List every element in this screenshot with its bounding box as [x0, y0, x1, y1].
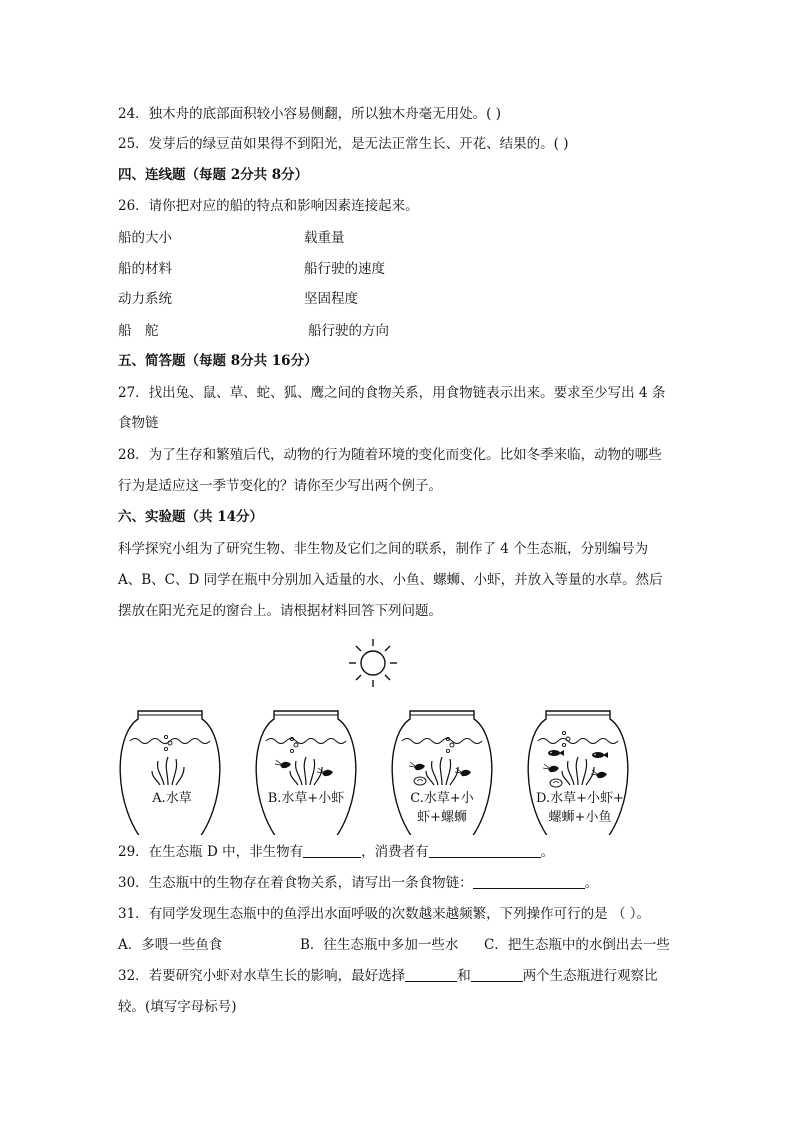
question-32-part1: 32．若要研究小虾对水草生长的影响，最好选择 — [118, 968, 406, 984]
jar-c-label-line1: C.水草+小 — [410, 791, 474, 806]
jar-b-caption — [256, 789, 356, 808]
jar-b-label: B.水草+小虾 — [267, 791, 345, 806]
q32-blank-2[interactable] — [471, 967, 523, 982]
q32-blank-1[interactable] — [405, 967, 457, 982]
match-right-1: 载重量 — [304, 230, 345, 246]
intro-line2: A、B、C、D 同学在瓶中分别加入适量的水、小鱼、螺蛳、小虾，并放入等量的水草。然后 — [118, 572, 663, 588]
question-26: 26．请你把对应的船的特点和影响因素连接起来。 — [118, 198, 419, 214]
jar-d-label-line2: 螺蛳+小鱼 — [548, 810, 612, 825]
jar-b-icon — [256, 711, 356, 835]
question-25: 25．发芽后的绿豆苗如果得不到阳光，是无法正常生长、开花、结果的。( ) — [118, 136, 569, 152]
question-24: 24．独木舟的底部面积较小容易侧翻，所以独木舟毫无用处。( ) — [118, 106, 502, 122]
question-27-line1: 27．找出兔、鼠、草、蛇、狐、鹰之间的食物关系，用食物链表示出来。要求至少写出 4 条 — [118, 385, 666, 401]
jar-a-icon — [120, 711, 220, 835]
intro-line1: 科学探究小组为了研究生物、非生物及它们之间的联系，制作了 4 个生态瓶，分别编号为 — [118, 541, 649, 557]
question-28-line2: 行为是适应这一季节变化的？请你至少写出两个例子。 — [118, 478, 442, 494]
section-4-heading: 四、连线题（每题 2分共 8分） — [118, 167, 309, 183]
question-29-part3: 。 — [540, 844, 555, 860]
q29-blank-nonliving[interactable] — [303, 843, 361, 858]
q30-blank-food-chain[interactable] — [473, 874, 585, 889]
q31-option-a[interactable]: A．多喂一些鱼食 — [118, 937, 223, 953]
match-left-1: 船的大小 — [118, 230, 172, 246]
question-31: 31．有同学发现生态瓶中的鱼浮出水面呼吸的次数越来越频繁，下列操作可行的是 （ ）。 — [118, 906, 651, 922]
q31-option-c[interactable]: C．把生态瓶中的水倒出去一些 — [484, 937, 670, 953]
match-left-4: 船 舵 — [118, 323, 159, 339]
match-right-4: 船行驶的方向 — [308, 323, 389, 339]
jar-a-caption — [128, 789, 216, 808]
question-29 — [118, 842, 554, 862]
q29-blank-consumers[interactable] — [429, 843, 541, 858]
jar-c-label-line2: 虾+螺蛳 — [417, 810, 467, 825]
sun-icon — [349, 639, 397, 687]
question-32-line1 — [118, 966, 658, 986]
jar-c-caption — [394, 789, 490, 827]
section-5-heading: 五、简答题（每题 8分共 16分） — [118, 353, 318, 369]
ecosystem-figure — [110, 635, 670, 835]
question-30 — [118, 873, 598, 893]
question-29-part2: ，消费者有 — [361, 844, 429, 860]
question-29-part1: 29．在生态瓶 D 中，非生物有 — [118, 844, 304, 860]
question-32-part2: 和 — [457, 968, 471, 984]
question-30-part1: 30．生态瓶中的生物存在着食物关系，请写出一条食物链： — [118, 875, 473, 891]
match-left-3: 动力系统 — [118, 291, 172, 307]
intro-line3: 摆放在阳光充足的窗台上。请根据材料回答下列问题。 — [118, 603, 442, 619]
q31-option-b[interactable]: B．往生态瓶中多加一些水 — [300, 937, 459, 953]
match-right-3: 坚固程度 — [304, 291, 358, 307]
question-32-line2: 较。(填写字母标号) — [118, 999, 237, 1015]
jar-d-label-line1: D.水草+小虾+ — [536, 791, 624, 806]
question-28-line1: 28．为了生存和繁殖后代，动物的行为随着环境的变化而变化。比如冬季来临，动物的哪些 — [118, 447, 662, 463]
match-left-2: 船的材料 — [118, 261, 172, 277]
jar-d-caption — [524, 789, 636, 827]
section-6-heading: 六、实验题（共 14分） — [118, 509, 263, 525]
jar-a-label: A.水草 — [152, 791, 192, 806]
question-27-line2: 食物链 — [118, 415, 159, 431]
question-30-part2: 。 — [584, 875, 599, 891]
question-32-part3: 两个生态瓶进行观察比 — [522, 968, 658, 984]
match-right-2: 船行驶的速度 — [304, 261, 385, 277]
